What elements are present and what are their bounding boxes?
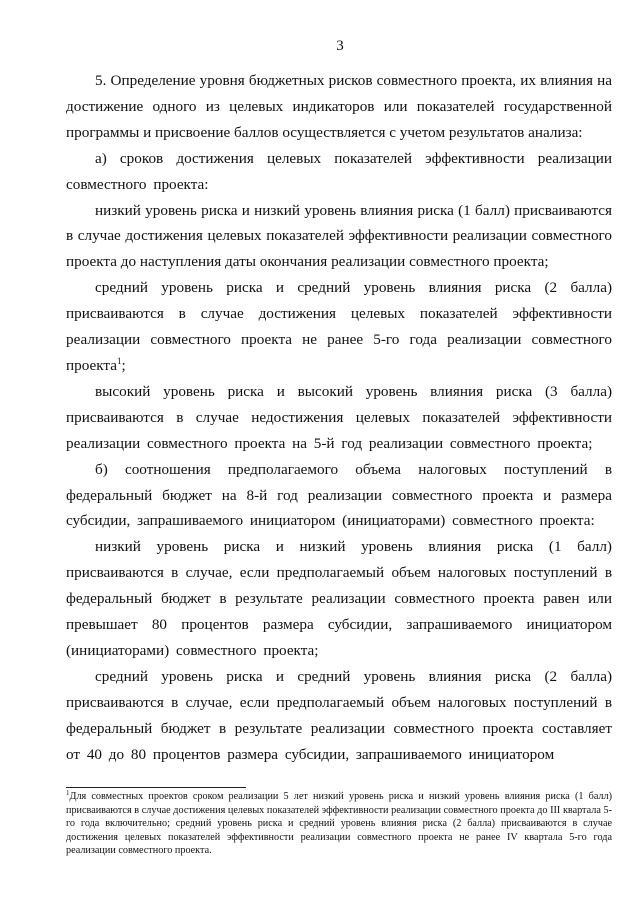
document-body	[66, 68, 612, 767]
footnote-separator	[66, 787, 246, 788]
paragraph-high-risk-a: высокий уровень риска и высокий уровень влияния риска (3 балла) присваиваются в случае недостижения целевых показателей эффективности реализации совместного проекта на 5-й год реализации совместного проекта;	[66, 382, 612, 452]
footnote	[66, 790, 612, 858]
paragraph-medium-risk-b: средний уровень риска и средний уровень влияния риска (2 балла) присваиваются в случае, если предполагаемый объем налоговых поступлений в федеральный бюджет в результате реализации совместного проекта составляет от 40 до 80 процентов размера субсидии, запрашиваемого инициатором	[66, 667, 612, 763]
paragraph-b-tax-ratio: б) соотношения предполагаемого объема налоговых поступлений в федеральный бюджет на 8-й год реализации совместного проекта и размера субсидии, запрашиваемого инициатором (инициаторами) совместного проекта:	[66, 460, 612, 530]
paragraph-low-risk-a: низкий уровень риска и низкий уровень влияния риска (1 балл) присваиваются в случае достижения целевых показателей эффективности реализации совместного проекта до наступления даты окончания реализации совместного проекта;	[66, 201, 612, 271]
paragraph-medium-risk-a-tail: ;	[121, 356, 126, 374]
paragraph-medium-risk-a-text: средний уровень риска и средний уровень влияния риска (2 балла) присваиваются в случае достижения целевых показателей эффективности реализации совместного проекта не ранее 5-го года реализации совместного проекта	[66, 279, 612, 374]
paragraph-low-risk-b: низкий уровень риска и низкий уровень влияния риска (1 балл) присваиваются в случае, если предполагаемый объем налоговых поступлений в федеральный бюджет в результате реализации совместного проекта равен или превышает 80 процентов размера субсидии, запрашиваемого инициатором (инициаторами) совместного проекта;	[66, 538, 612, 659]
paragraph-a-deadlines: а) сроков достижения целевых показателей эффективности реализации совместного проекта:	[66, 149, 612, 193]
footnote-reference: 1	[116, 355, 122, 366]
footnote-marker: 1	[66, 789, 70, 797]
page-number: 3	[336, 38, 344, 54]
paragraph-5-intro: 5. Определение уровня бюджетных рисков совместного проекта, их влияния на достижение одного из целевых индикаторов или показателей государственной программы и присвоение баллов осуществляется с учетом результатов анализа:	[66, 72, 612, 141]
paragraph-medium-risk-a	[66, 275, 612, 379]
footnote-text: Для совместных проектов сроком реализации 5 лет низкий уровень риска и низкий уровень влияния риска (1 балл) присваиваются в случае достижения целевых показателей эффективности реализации совместного проекта до III квартала 5-го года включительно; средний уровень риска и средний уровень влияния риска (2 балла) присваиваются в случае достижения целевых показателей эффективности реализации совместного проекта не ранее IV квартала 5-го года реализации совместного проекта.	[66, 791, 612, 857]
